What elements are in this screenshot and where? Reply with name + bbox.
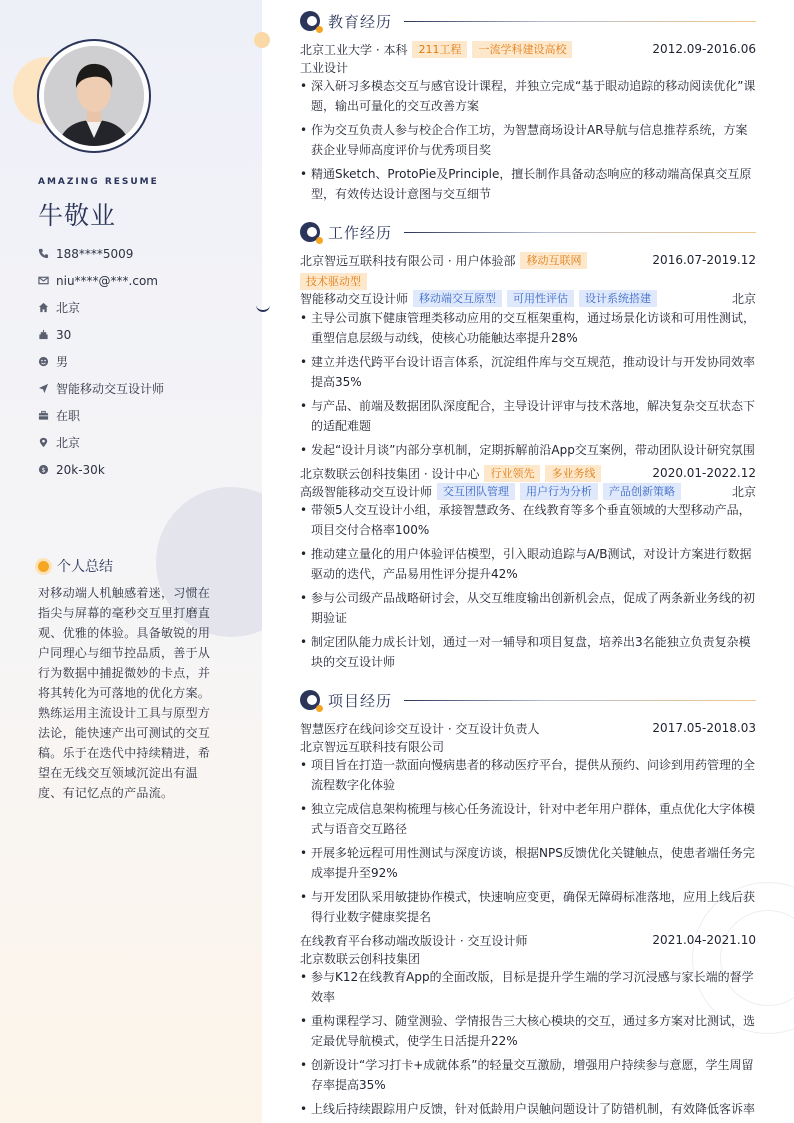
gender-value: 男 <box>56 355 69 369</box>
project-bullet: • 与开发团队采用敏捷协作模式，快速响应变更，确保无障碍标准落地，应用上线后获得行业数字健康奖提名 <box>300 887 756 927</box>
candidate-name: 牛敬业 <box>38 201 117 230</box>
status-value: 在职 <box>56 409 81 423</box>
project-name: 智慧医疗在线问诊交互设计 · 交互设计负责人 <box>300 721 540 736</box>
sidebar <box>0 0 262 1123</box>
home-icon <box>38 302 56 313</box>
section-badge-icon <box>300 11 320 31</box>
job-header-row <box>300 251 756 269</box>
job-bullet: • 推动建立量化的用户体验评估模型，引入眼动追踪与A/B测试，对设计方案进行数据驱动的迭代，产品易用性评分提升42% <box>300 544 756 584</box>
job-bullet: • 发起“设计月谈”内部分享机制，定期拆解前沿App交互案例，带动团队设计研究氛围 <box>300 440 756 460</box>
job-role-row <box>300 482 756 500</box>
salary-value: 20k-30k <box>56 462 105 477</box>
email-value: niu****@***.com <box>56 273 158 288</box>
job-company: 北京智远互联科技有限公司 · 用户体验部 <box>300 253 516 268</box>
summary-dot-icon <box>38 561 49 572</box>
info-gender <box>38 348 248 375</box>
job-skill-tag: 可用性评估 <box>507 290 574 307</box>
section-title-projects: 项目经历 <box>328 691 393 710</box>
job-tag-row <box>300 272 756 290</box>
education-major: 工业设计 <box>300 60 349 75</box>
education-tag: 211工程 <box>412 41 467 58</box>
decor-edge-navy <box>256 300 270 312</box>
section-badge-icon <box>300 222 320 242</box>
job-role: 高级智能移动交互设计师 <box>300 484 433 499</box>
project-name: 在线教育平台移动端改版设计 · 交互设计师 <box>300 933 528 948</box>
info-email <box>38 267 248 294</box>
summary-heading <box>38 556 113 576</box>
decor-edge-orange <box>254 32 270 48</box>
project-date: 2017.05-2018.03 <box>652 721 756 735</box>
project-bullet: • 创新设计“学习打卡+成就体系”的轻量交互激励，增强用户持续参与意愿，学生周留存率提高35% <box>300 1055 756 1095</box>
info-city <box>38 429 248 456</box>
section-badge-icon <box>300 690 320 710</box>
project-date: 2021.04-2021.10 <box>652 933 756 947</box>
send-icon <box>38 383 56 394</box>
job-role: 智能移动交互设计师 <box>300 291 409 306</box>
project-header-row <box>300 931 756 949</box>
section-divider <box>404 700 756 701</box>
job-bullet: • 制定团队能力成长计划，通过一对一辅导和项目复盘，培养出3名能独立负责复杂模块的交互设计师 <box>300 632 756 672</box>
gender-icon <box>38 356 56 367</box>
job-bullet: • 参与公司级产品战略研讨会，从交互维度输出创新机会点，促成了两条新业务线的初期验证 <box>300 588 756 628</box>
avatar-frame <box>37 39 151 153</box>
section-divider <box>404 232 756 233</box>
section-header-education <box>300 9 756 33</box>
job-skill-tag: 移动端交互原型 <box>413 290 502 307</box>
job-skill-tag: 设计系统搭建 <box>579 290 657 307</box>
summary-title: 个人总结 <box>57 559 113 575</box>
avatar <box>44 46 144 146</box>
job-skill-tag: 交互团队管理 <box>437 483 515 500</box>
education-date: 2012.09-2016.06 <box>652 42 756 56</box>
job-tag: 技术驱动型 <box>300 273 367 290</box>
project-company: 北京数联云创科技集团 <box>300 951 421 966</box>
job-skill-tag: 用户行为分析 <box>520 483 598 500</box>
section-title-work: 工作经历 <box>328 223 393 242</box>
job-bullet: • 建立并迭代跨平台设计语言体系，沉淀组件库与交互规范，推动设计与开发协同效率提高35% <box>300 352 756 392</box>
job-bullet: • 与产品、前端及数据团队深度配合，主导设计评审与技术落地，解决复杂交互状态下的适配难题 <box>300 396 756 436</box>
info-position <box>38 375 248 402</box>
project-company: 北京智远互联科技有限公司 <box>300 739 445 754</box>
project-bullet: • 独立完成信息架构梳理与核心任务流设计，针对中老年用户群体，重点优化大字体模式与语音交互路径 <box>300 799 756 839</box>
summary-text: 对移动端人机触感着迷，习惯在指尖与屏幕的毫秒交互里打磨直观、优雅的体验。具备敏锐的用户同理心与细节控品质，善于从行为数据中捕捉微妙的卡点，并将其转化为可落地的优化方案。熟练运用主流设计工具与原型方法论，能快速产出可测试的交互稿。乐于在迭代中持续精进，希望在无线交互领域沉淀出有温度、有记忆点的产品流。 <box>38 586 211 800</box>
info-salary <box>38 456 248 483</box>
project-header-row <box>300 719 756 737</box>
project-bullet: • 项目旨在打造一款面向慢病患者的移动医疗平台，提供从预约、问诊到用药管理的全流程数字化体验 <box>300 755 756 795</box>
salary-icon <box>38 464 56 475</box>
section-divider <box>404 21 756 22</box>
job-company: 北京数联云创科技集团 · 设计中心 <box>300 466 480 481</box>
project-bullet: • 重构课程学习、随堂测验、学情报告三大核心模块的交互，通过多方案对比测试，选定最优导航模式，使学生日活提升22% <box>300 1011 756 1051</box>
job-skill-tag: 产品创新策略 <box>603 483 681 500</box>
job-header-row <box>300 464 756 482</box>
position-value: 智能移动交互设计师 <box>56 382 165 396</box>
phone-value: 188****5009 <box>56 246 134 261</box>
svg-text:$: $ <box>41 465 46 474</box>
education-school: 北京工业大学 · 本科 <box>300 42 408 57</box>
job-date: 2020.01-2022.12 <box>652 466 756 480</box>
education-bullet: • 作为交互负责人参与校企合作工坊，为智慧商场设计AR导航与信息推荐系统，方案获企业导师高度评价与优秀项目奖 <box>300 120 756 160</box>
project-bullet: • 上线后持续跟踪用户反馈，针对低龄用户误触问题设计了防错机制，有效降低客诉率 <box>300 1099 756 1119</box>
job-bullet: • 带领5人交互设计小组，承接智慧政务、在线教育等多个垂直领域的大型移动产品，项目交付合格率100% <box>300 500 756 540</box>
mail-icon <box>38 275 56 286</box>
job-tag: 行业领先 <box>484 465 540 482</box>
section-title-education: 教育经历 <box>328 12 393 31</box>
education-bullet: • 深入研习多模态交互与感官设计课程，并独立完成“基于眼动追踪的移动阅读优化”课题，输出可量化的交互改善方案 <box>300 76 756 116</box>
avatar-portrait-icon <box>44 46 144 146</box>
info-home <box>38 294 248 321</box>
cake-icon <box>38 329 56 340</box>
project-bullet: • 参与K12在线教育App的全面改版，目标是提升学生端的学习沉浸感与家长端的督学效率 <box>300 967 756 1007</box>
section-header-work <box>300 220 756 244</box>
section-header-projects <box>300 688 756 712</box>
location-pin-icon <box>38 437 56 448</box>
job-date: 2016.07-2019.12 <box>652 253 756 267</box>
info-phone <box>38 240 248 267</box>
education-bullet: • 精通Sketch、ProtoPie及Principle，擅长制作具备动态响应的移动端高保真交互原型，有效传达设计意图与交互细节 <box>300 164 756 204</box>
job-bullet: • 主导公司旗下健康管理类移动应用的交互框架重构，通过场景化访谈和可用性测试，重塑信息层级与动线，使核心功能触达率提升28% <box>300 308 756 348</box>
home-value: 北京 <box>56 301 81 315</box>
info-status <box>38 402 248 429</box>
education-tag: 一流学科建设高校 <box>472 41 572 58</box>
phone-icon <box>38 248 56 259</box>
job-tag: 移动互联网 <box>520 252 587 269</box>
job-city: 北京 <box>731 291 756 306</box>
age-value: 30 <box>56 327 72 342</box>
contact-info <box>38 240 248 483</box>
job-city: 北京 <box>731 484 756 499</box>
project-bullet: • 开展多轮远程可用性测试与深度访谈，根据NPS反馈优化关键触点，使患者端任务完成率提升至92% <box>300 843 756 883</box>
job-role-row <box>300 289 756 307</box>
info-age <box>38 321 248 348</box>
resume-tagline: AMAZING RESUME <box>38 177 159 187</box>
job-tag: 多业务线 <box>545 465 601 482</box>
briefcase-icon <box>38 410 56 421</box>
city-value: 北京 <box>56 436 81 450</box>
education-header-row <box>300 40 756 58</box>
